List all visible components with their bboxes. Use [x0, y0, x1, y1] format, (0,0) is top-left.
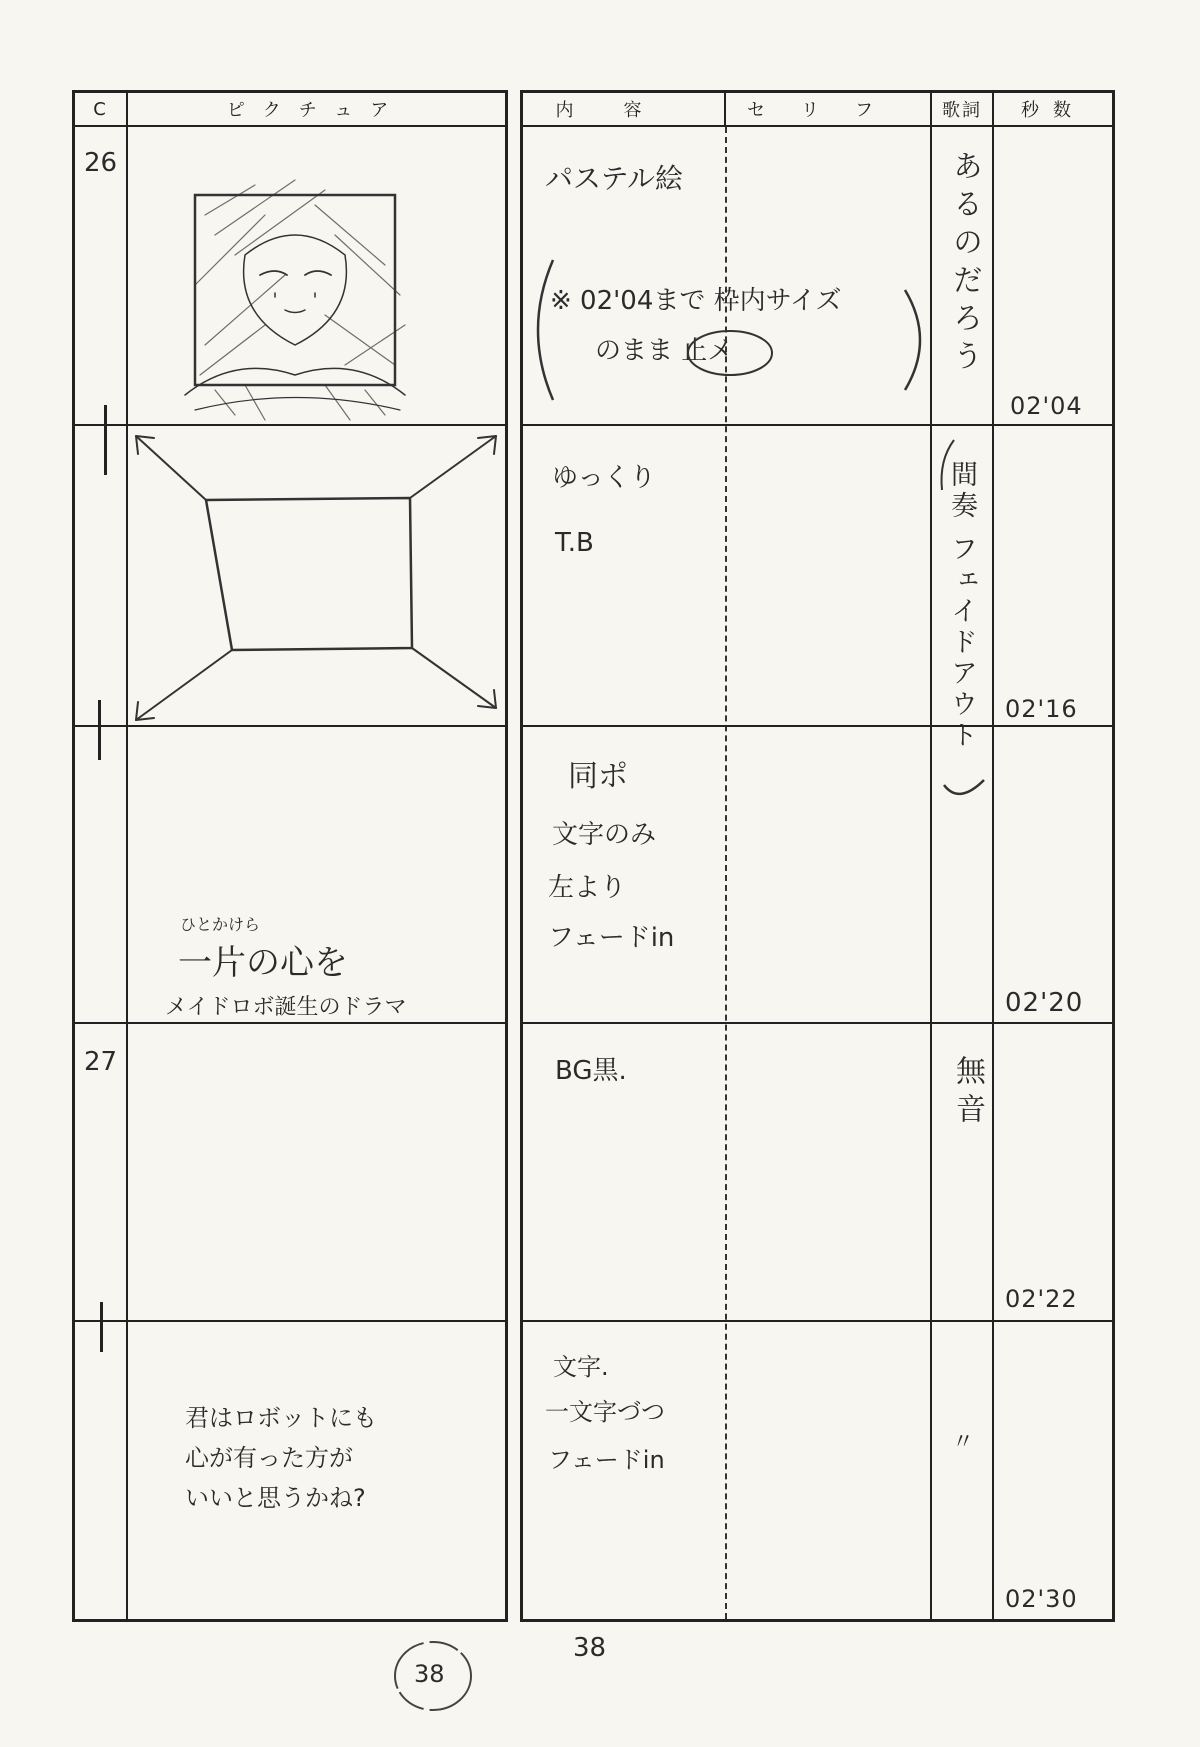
time-stamp: 02'20 — [1005, 988, 1084, 1018]
right-table-right-border — [1112, 90, 1115, 1622]
left-table-top-border — [72, 90, 508, 93]
cut-continuation-mark — [104, 405, 107, 475]
right-table-bottom-border — [520, 1619, 1115, 1622]
content-line: パステル絵 — [545, 162, 684, 195]
sketch-girl-illustration — [175, 175, 415, 425]
header-lyrics: 歌詞 — [942, 100, 982, 121]
cut-continuation-mark — [100, 1302, 103, 1352]
content-line: 一文字づつ — [545, 1398, 665, 1426]
content-line: ※ 02'04まで 枠内サイズ — [550, 286, 842, 316]
header-content: 内容 — [555, 100, 692, 121]
cut-number: 27 — [84, 1047, 118, 1077]
picture-caption-main: 一片の心を — [178, 943, 348, 983]
lyrics-seconds-divider — [992, 90, 994, 1622]
annotation-circle — [685, 328, 775, 378]
header-seconds: 秒数 — [1021, 100, 1085, 121]
content-line: T.B — [555, 528, 594, 558]
content-line: フェードin — [548, 1446, 665, 1474]
picture-caption-ruby: ひとかけら — [180, 915, 261, 934]
left-table-bottom-border — [72, 1619, 508, 1622]
row-separator-right — [520, 1320, 1115, 1322]
time-stamp: 02'30 — [1005, 1585, 1078, 1613]
right-header-separator — [520, 125, 1115, 127]
cut-column-divider — [126, 90, 128, 1622]
row-separator-left — [72, 1320, 508, 1322]
lyrics-text: 間奏 フェイドアウト — [946, 460, 977, 752]
content-line: のまま 止メ — [595, 336, 734, 366]
time-stamp: 02'22 — [1005, 1285, 1078, 1313]
header-picture: ピクチュア — [226, 100, 407, 121]
left-table-left-border — [72, 90, 75, 1622]
left-header-separator — [72, 125, 508, 127]
lyrics-text: 無音 — [950, 1055, 985, 1131]
left-table-right-border — [505, 90, 508, 1622]
header-cut: C — [93, 98, 108, 120]
annotation-parenthesis-left — [528, 255, 558, 405]
content-line: 文字. — [553, 1353, 609, 1381]
content-line: BG黒. — [555, 1056, 627, 1086]
content-line: 左より — [548, 873, 627, 903]
right-table-left-border — [520, 90, 523, 1622]
picture-caption-sub: メイドロボ誕生のドラマ — [165, 995, 407, 1020]
cut-continuation-mark — [98, 700, 101, 760]
dialogue-lyrics-divider — [930, 90, 932, 1622]
picture-dialogue-line: いいと思うかね? — [185, 1484, 366, 1512]
cut-number: 26 — [84, 148, 118, 178]
lyrics-text: あるのだろう — [947, 150, 982, 378]
ditto-mark: 〃 — [952, 1430, 975, 1455]
row-separator-right — [520, 725, 1115, 727]
right-table-top-border — [520, 90, 1115, 93]
row-separator-right — [520, 1022, 1115, 1024]
content-line: 同ポ — [568, 759, 628, 794]
content-line: フェードin — [548, 923, 675, 953]
header-dialogue: セリフ — [747, 100, 909, 121]
frame-zoom-diagram — [128, 428, 504, 724]
content-line: 文字のみ — [552, 820, 657, 850]
page-number: 38 — [573, 1633, 607, 1663]
picture-dialogue-line: 君はロボットにも — [185, 1404, 377, 1432]
row-separator-left — [72, 725, 508, 727]
row-separator-right — [520, 424, 1115, 426]
time-stamp: 02'04 — [1010, 392, 1083, 420]
annotation-parenthesis-right — [900, 285, 930, 395]
time-stamp: 02'16 — [1005, 695, 1078, 723]
picture-dialogue-line: 心が有った方が — [185, 1444, 353, 1472]
content-line: ゆっくり — [552, 463, 656, 493]
row-separator-left — [72, 1022, 508, 1024]
page-stamp-number: 38 — [414, 1660, 445, 1688]
